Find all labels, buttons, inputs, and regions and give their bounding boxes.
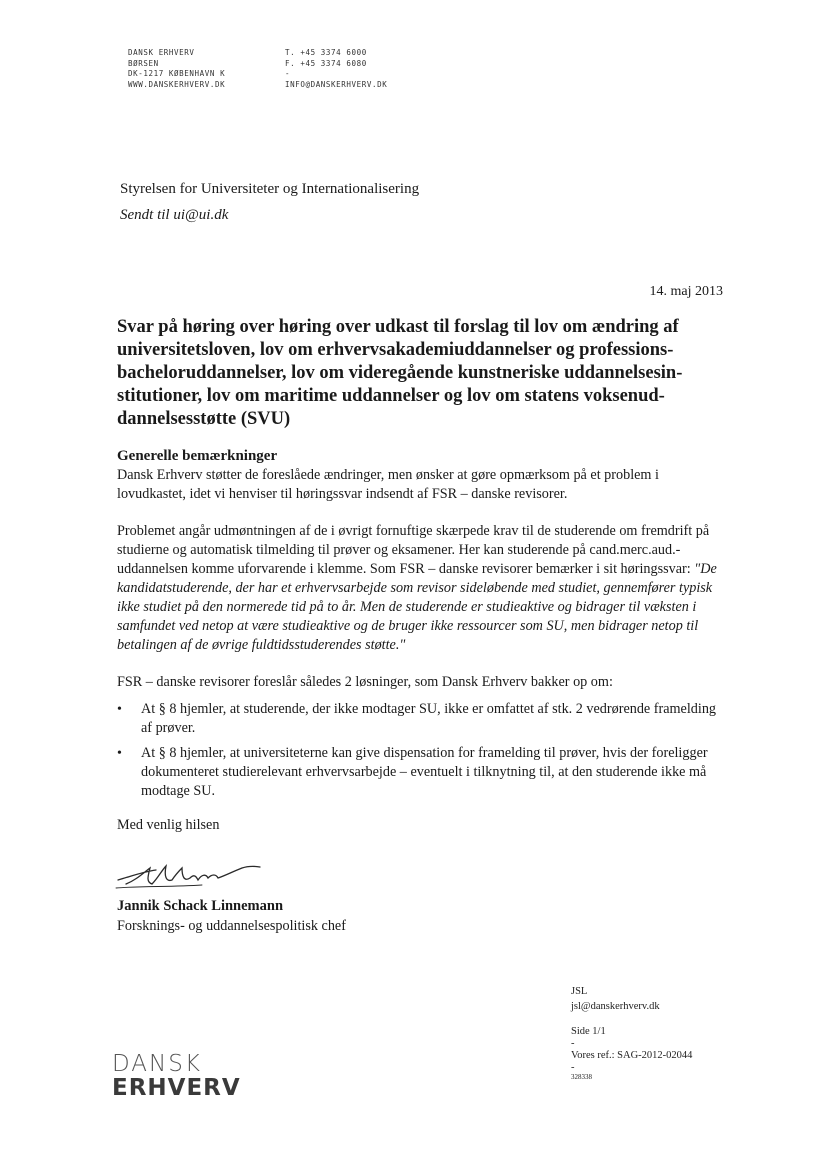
fsr-quote: "De kandidatstuderende, der har et erhvervsarbejde som revisor sideløbende med studiet, gennemfører typisk ikke studiet på den normerede tid på to år. Men de studerende er studieaktive og bidrager til væksten i samfundet ved netop at være studieaktive og de bruger ikke ressourcer som SU, men bidrager netop til betalingen af de øvrige fuldtidsstuderendes støtte." [117,561,717,653]
recipient-org: Styrelsen for Universiteter og Internationalisering [120,181,420,197]
sidebar-dash: - [571,1062,575,1073]
solutions-list [117,700,727,801]
letterhead-address [128,48,225,90]
logo-line2: ERHVERV [112,1075,241,1101]
logo-line1: DANSK [112,1051,202,1077]
letterhead-contact [285,48,387,90]
letterhead-dash: - [285,69,291,78]
sidebar-page: Side 1/1 [571,1026,606,1037]
paragraph-problem-text: Problemet angår udmøntningen af de i øvrigt fornuftige skærpede krav til de studerende om fremdrift på studierne og automatisk tilmelding til prøver og eksamener. Her kan studerende på cand.merc.aud.-uddannelsen komme uforvarende i klemme. Som FSR – danske revisorer bemærker i sit høringssvar: [117,523,710,577]
list-item [117,744,727,801]
title-line: stitutioner, lov om maritime uddannelser og lov om statens voksenud- [117,386,665,406]
letter-title [117,316,727,431]
title-line: bacheloruddannelser, lov om videregående kunstneriske uddannelsesin- [117,363,683,383]
recipient-block [120,176,419,228]
paragraph-intro: Dansk Erhverv støtter de foreslåede ændringer, men ønsker at gøre opmærksom på et problem i lovudkastet, idet vi henviser til høringssvar indsendt af FSR – danske revisorer. [117,467,659,502]
sidebar-initials: JSL [571,986,588,997]
closing-salutation: Med venlig hilsen [117,817,220,833]
list-item-text: At § 8 hjemler, at universiteterne kan give dispensation for framelding til prøver, hvis der foreligger dokumenteret studierelevant erhvervsarbejde – eventuelt i tilknytning til, at den studerende ikke må modtage SU. [141,745,708,799]
list-item-text: At § 8 hjemler, at studerende, der ikke modtager SU, ikke er omfattet af stk. 2 vedrørende framelding af prøver. [141,701,717,736]
letterhead-fax: F. +45 3374 6080 [285,58,367,68]
letterhead-city: DK-1217 KØBENHAVN K [128,69,226,78]
title-line: Svar på høring over høring over udkast til forslag til lov om ændring af [117,317,679,337]
letterhead-phone: T. +45 3374 6000 [285,48,367,57]
bullet-icon: • [117,702,122,717]
paragraph-solutions: FSR – danske revisorer foreslår således 2 løsninger, som Dansk Erhverv bakker op om: [117,674,613,690]
sidebar-reference [571,984,692,1082]
bullet-icon: • [117,746,122,761]
letter-body [117,316,727,834]
dansk-erhverv-logo [112,1052,241,1100]
handwritten-signature [112,858,272,898]
paragraph-problem [117,522,727,655]
list-item [117,700,727,738]
sidebar-ref: Vores ref.: SAG-2012-02044 [571,1050,693,1061]
sidebar-doc-number: 328338 [571,1073,592,1081]
signer-title: Forsknings- og uddannelsespolitisk chef [117,918,346,934]
sidebar-dash: - [571,1038,575,1049]
letterhead-email: INFO@DANSKERHVERV.DK [285,79,388,89]
letter-date: 14. maj 2013 [649,284,723,299]
recipient-sent-to: Sendt til ui@ui.dk [120,207,229,223]
sidebar-email: jsl@danskerhverv.dk [571,1001,660,1012]
letterhead-org: DANSK ERHVERV [128,48,195,57]
letterhead-website: WWW.DANSKERHVERV.DK [128,79,226,89]
section-heading: Generelle bemærkninger [117,448,278,464]
signer-name: Jannik Schack Linnemann [117,898,284,914]
title-line: dannelsesstøtte (SVU) [117,409,291,429]
title-line: universitetsloven, lov om erhvervsakademiuddannelser og professions- [117,340,674,360]
letterhead-building: BØRSEN [128,58,159,68]
